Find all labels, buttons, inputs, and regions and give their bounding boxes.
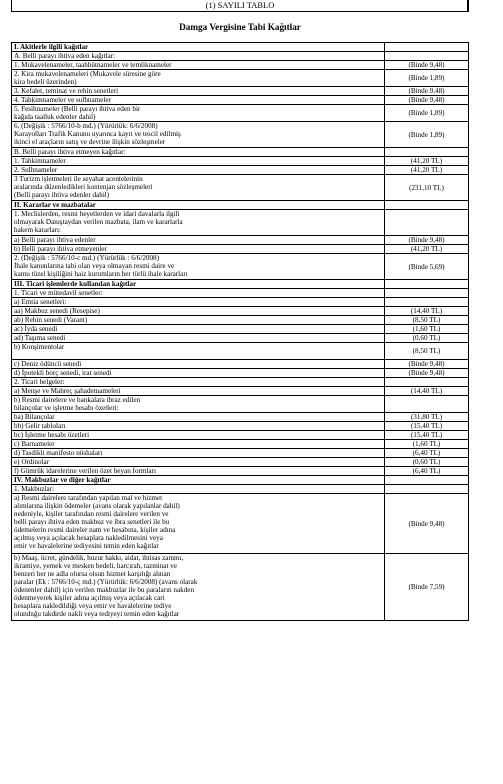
duty-rate: (6,40 TL) — [385, 467, 469, 476]
table-row — [12, 485, 469, 494]
table-row — [12, 87, 469, 96]
duty-rate: (41,20 TL) — [385, 245, 469, 254]
duty-rate — [385, 476, 469, 485]
section-row — [12, 476, 469, 485]
item-description — [12, 166, 385, 175]
table-row — [12, 343, 469, 360]
item-description — [12, 70, 385, 87]
description-line: 2. (Değişik : 5766/10-c md.) (Yürürlük : 6/6/2008) — [14, 254, 159, 262]
description-line: hakem kararları: — [14, 226, 61, 234]
table-row — [12, 360, 469, 369]
duty-rate: (41,20 TL) — [385, 157, 469, 166]
item-description — [12, 431, 385, 440]
table-row — [12, 440, 469, 449]
description-line: b) Maaş, ücret, gündelik, huzur hakkı, aidat, ihtisas zammı, — [14, 554, 184, 562]
table-row — [12, 467, 469, 476]
duty-rate: (Binde 1,89) — [385, 105, 469, 122]
table-row — [12, 105, 469, 122]
duty-rate — [385, 43, 469, 52]
description-line: IV. Makbuzlar ve diğer kağıtlar — [14, 476, 111, 484]
table-row — [12, 157, 469, 166]
description-line: aralarında düzenledikleri kontenjan sözleşmeleri — [14, 183, 153, 191]
table-number-header: (1) SAYILI TABLO — [11, 0, 469, 12]
description-line: III. Ticari işlemlerde kullanılan kağıtlar — [14, 280, 137, 288]
item-description — [12, 387, 385, 396]
duty-rate: (15,40 TL) — [385, 422, 469, 431]
table-row — [12, 245, 469, 254]
duty-rate: (14,40 TL) — [385, 387, 469, 396]
description-line: a) Resmi dairelere tarafından yapılan mal ve hizmet — [14, 494, 163, 502]
item-description — [12, 422, 385, 431]
description-line: f) Gümrük idarelerine verilen özet beyan formları — [14, 467, 156, 475]
description-line: hesaplara nakledildiği veya emir ve havalelerine tediye — [14, 602, 172, 610]
description-line: b) Konşimentolar — [14, 343, 65, 351]
description-line: aa) Makbuz senedi (Resepise) — [14, 307, 100, 315]
table-row — [12, 378, 469, 387]
description-line: 5. Fesihnameler (Belli parayı ihtiva eden bir — [14, 105, 141, 113]
table-row — [12, 334, 469, 343]
duty-rate: (8,50 TL) — [385, 316, 469, 325]
description-line: 6. (Değişik : 5766/10-b md.) (Yürürlük: 6/6/2008) — [14, 122, 158, 130]
table-row — [12, 494, 469, 554]
description-line: 1. Meclislerden, resmi heyetlerden ve idari davalarla ilgili — [14, 210, 180, 218]
description-line: bilançolar ve işletme hesabı özetleri: — [14, 404, 119, 412]
description-line: A. Belli parayı ihtiva eden kağıtlar: — [14, 52, 116, 60]
item-description — [12, 96, 385, 105]
duty-rate: (Binde 9,48) — [385, 494, 469, 554]
description-line: ödenenler dahil) için verilen makbuzlar ile bu paraların nakden — [14, 586, 195, 594]
table-row — [12, 396, 469, 413]
description-line: 1. Tahkimnameler — [14, 157, 66, 165]
document-title: Damga Vergisine Tabi Kağıtlar — [179, 22, 301, 32]
description-line: B. Belli parayı ihtiva etmeyen kağıtlar: — [14, 148, 126, 156]
duty-rate — [385, 210, 469, 236]
description-line: ikinci el araçların satış ve devrine ilişkin sözleşmeler — [14, 138, 166, 146]
description-line: benzeri her ne adla olursa olsun hizmet karşılığı alınan — [14, 570, 171, 578]
description-line: b) Resmi dairelere ve bankalara ibraz edilen — [14, 396, 141, 404]
description-line: Karayolları Trafik Kanunu uyarınca kayıt ve tescil edilmiş — [14, 130, 181, 138]
item-description — [12, 334, 385, 343]
description-line: 3 Turizm işletmeleri ile seyahat acentelerinin — [14, 175, 143, 183]
item-description — [12, 413, 385, 422]
table-row — [12, 289, 469, 298]
description-line: c) Barnameler — [14, 440, 55, 448]
description-line: olmayarak Danıştaydan verilen mazbata, ilam ve kararlarla — [14, 218, 183, 226]
item-description — [12, 289, 385, 298]
item-description — [12, 449, 385, 458]
duty-rate: (Binde 9,48) — [385, 87, 469, 96]
item-description — [12, 201, 385, 210]
header-edge-mark — [467, 0, 469, 11]
table-row — [12, 307, 469, 316]
description-line: d) İpotekli borç senedi, irat senedi — [14, 369, 112, 377]
description-line: d) Tasdikli manifesto nüshaları — [14, 449, 103, 457]
duty-rate: (8,50 TL) — [385, 343, 469, 360]
table-row — [12, 96, 469, 105]
item-description — [12, 554, 385, 621]
description-line: a) Emtia senetleri: — [14, 298, 67, 306]
description-line: kağıda taalluk edenler dahil) — [14, 113, 96, 121]
duty-rate — [385, 298, 469, 307]
table-row — [12, 175, 469, 201]
item-description — [12, 360, 385, 369]
table-row — [12, 61, 469, 70]
item-description — [12, 494, 385, 554]
table-row — [12, 210, 469, 236]
duty-rate — [385, 201, 469, 210]
description-line: olunduğu takdirde nakli veya tediyeyi temin eden kağıtlar — [14, 610, 180, 618]
table-row — [12, 236, 469, 245]
item-description — [12, 61, 385, 70]
item-description — [12, 87, 385, 96]
description-line: (Belli parayı ihtiva edenler dahil) — [14, 191, 110, 199]
description-line: 1. Mukavelenameler, taahhütnameler ve temliknameler — [14, 61, 172, 69]
section-row — [12, 280, 469, 289]
item-description — [12, 157, 385, 166]
item-description — [12, 210, 385, 236]
item-description — [12, 307, 385, 316]
duty-rate: (Binde 1,89) — [385, 70, 469, 87]
duty-rate: (6,40 TL) — [385, 449, 469, 458]
description-line: ikramiye, yemek ve mesken bedeli, harcırah, tazminat ve — [14, 562, 177, 570]
duty-rate: (Binde 9,48) — [385, 61, 469, 70]
item-description — [12, 476, 385, 485]
item-description — [12, 105, 385, 122]
description-line: bc) İşletme hesabı özetleri — [14, 431, 90, 439]
description-line: bb) Gelir tabloları — [14, 422, 66, 430]
table-row — [12, 316, 469, 325]
description-line: belli parayı ihtiva eden makbuz ve ibra senetleri ile bu — [14, 518, 170, 526]
duty-rate: (31,80 TL) — [385, 413, 469, 422]
item-description — [12, 343, 385, 360]
table-row — [12, 325, 469, 334]
description-line: kira bedeli üzerinden) — [14, 78, 77, 86]
item-description — [12, 325, 385, 334]
description-line: ödenmeyerek kişiler adına açılmış veya açılacak cari — [14, 594, 165, 602]
table-row — [12, 52, 469, 61]
item-description — [12, 458, 385, 467]
description-line: alımlarına ilişkin ödemeler (avans olarak yapılanlar dahil) — [14, 502, 180, 510]
table-row — [12, 449, 469, 458]
duty-rate: (1,60 TL) — [385, 440, 469, 449]
item-description — [12, 254, 385, 280]
description-line: açılmış veya açılacak hesaplara nakledilmesini veya — [14, 534, 163, 542]
description-line: a) Belli parayı ihtiva edenler — [14, 236, 96, 244]
table-row — [12, 387, 469, 396]
table-row — [12, 422, 469, 431]
description-line: ab) Rehin senedi (Varant) — [14, 316, 88, 324]
description-line: 1. Makbuzlar: — [14, 485, 55, 493]
item-description — [12, 280, 385, 289]
item-description — [12, 122, 385, 148]
table-row — [12, 148, 469, 157]
description-line: paralar (Ek : 5766/10-ç md.) (Yürürlük: 6/6/2008) (avans olarak — [14, 578, 198, 586]
table-row — [12, 122, 469, 148]
duty-rate — [385, 289, 469, 298]
duty-rate: (Binde 9,48) — [385, 96, 469, 105]
duty-rate — [385, 396, 469, 413]
section-row — [12, 201, 469, 210]
description-line: 1. Ticari ve mütedavil senetler: — [14, 289, 103, 297]
description-line: 2. Ticari belgeler: — [14, 378, 65, 386]
description-line: kamu tüzel kişiliğini haiz kurumların her türlü ihale kararları — [14, 270, 188, 278]
duty-rate — [385, 485, 469, 494]
description-line: ödemelerin resmi daireler nam ve hesabına, kişiler adına — [14, 526, 176, 534]
table-row — [12, 298, 469, 307]
table-row — [12, 254, 469, 280]
duty-rate: (Binde 9,48) — [385, 236, 469, 245]
duty-rate: (Binde 5,69) — [385, 254, 469, 280]
stamp-duty-table — [11, 42, 469, 621]
description-line: e) Ordinolar — [14, 458, 50, 466]
duty-rate: (15,40 TL) — [385, 431, 469, 440]
duty-rate: (1,60 TL) — [385, 325, 469, 334]
description-line: ad) Taşıma senedi — [14, 334, 66, 342]
description-line: II. Kararlar ve mazbatalar — [14, 201, 96, 209]
item-description — [12, 43, 385, 52]
description-line: 2. Sulhnameler — [14, 166, 58, 174]
duty-rate — [385, 52, 469, 61]
description-line: a) Menşe ve Mahreç şahadetnameleri — [14, 387, 121, 395]
item-description — [12, 485, 385, 494]
item-description — [12, 298, 385, 307]
duty-rate: (0,60 TL) — [385, 458, 469, 467]
description-line: 4. Tahkimnameler ve sulhnameler — [14, 96, 111, 104]
duty-rate: (41,20 TL) — [385, 166, 469, 175]
item-description — [12, 369, 385, 378]
table-row — [12, 369, 469, 378]
description-line: ac) İyda senedi — [14, 325, 58, 333]
item-description — [12, 440, 385, 449]
item-description — [12, 175, 385, 201]
section-row — [12, 43, 469, 52]
duty-rate — [385, 378, 469, 387]
duty-rate: (Binde 7,59) — [385, 554, 469, 621]
description-line: c) Deniz ödüncü senedi — [14, 360, 82, 368]
item-description — [12, 236, 385, 245]
duty-rate: (Binde 9,48) — [385, 360, 469, 369]
table-row — [12, 554, 469, 621]
duty-rate: (Binde 9,48) — [385, 369, 469, 378]
duty-rate — [385, 280, 469, 289]
duty-rate: (14,40 TL) — [385, 307, 469, 316]
duty-rate — [385, 148, 469, 157]
item-description — [12, 245, 385, 254]
description-line: İhale kanunlarına tabi olan veya olmayan resmi daire ve — [14, 262, 175, 270]
item-description — [12, 396, 385, 413]
description-line: I. Akitlerle ilgili kağıtlar — [14, 43, 89, 51]
duty-rate: (231,10 TL) — [385, 175, 469, 201]
item-description — [12, 148, 385, 157]
item-description — [12, 316, 385, 325]
description-line: nedeniyle, kişiler tarafından resmi dairelere verilen ve — [14, 510, 169, 518]
table-row — [12, 166, 469, 175]
description-line: b) Belli parayı ihtiva etmeyenler — [14, 245, 107, 253]
description-line: emir ve havalelerine tediyesini temin eden kağıtlar — [14, 542, 159, 550]
table-row — [12, 70, 469, 87]
table-row — [12, 431, 469, 440]
description-line: 3. Kefalet, teminat ve rehin senetleri — [14, 87, 119, 95]
description-line: ba) Bilançolar — [14, 413, 55, 421]
table-row — [12, 413, 469, 422]
duty-rate: (Binde 1,89) — [385, 122, 469, 148]
item-description — [12, 378, 385, 387]
item-description — [12, 52, 385, 61]
description-line: 2. Kira mukavelenameleri (Mukavele süresine göre — [14, 70, 161, 78]
table-body — [12, 43, 469, 621]
item-description — [12, 467, 385, 476]
duty-rate: (0,60 TL) — [385, 334, 469, 343]
table-row — [12, 458, 469, 467]
